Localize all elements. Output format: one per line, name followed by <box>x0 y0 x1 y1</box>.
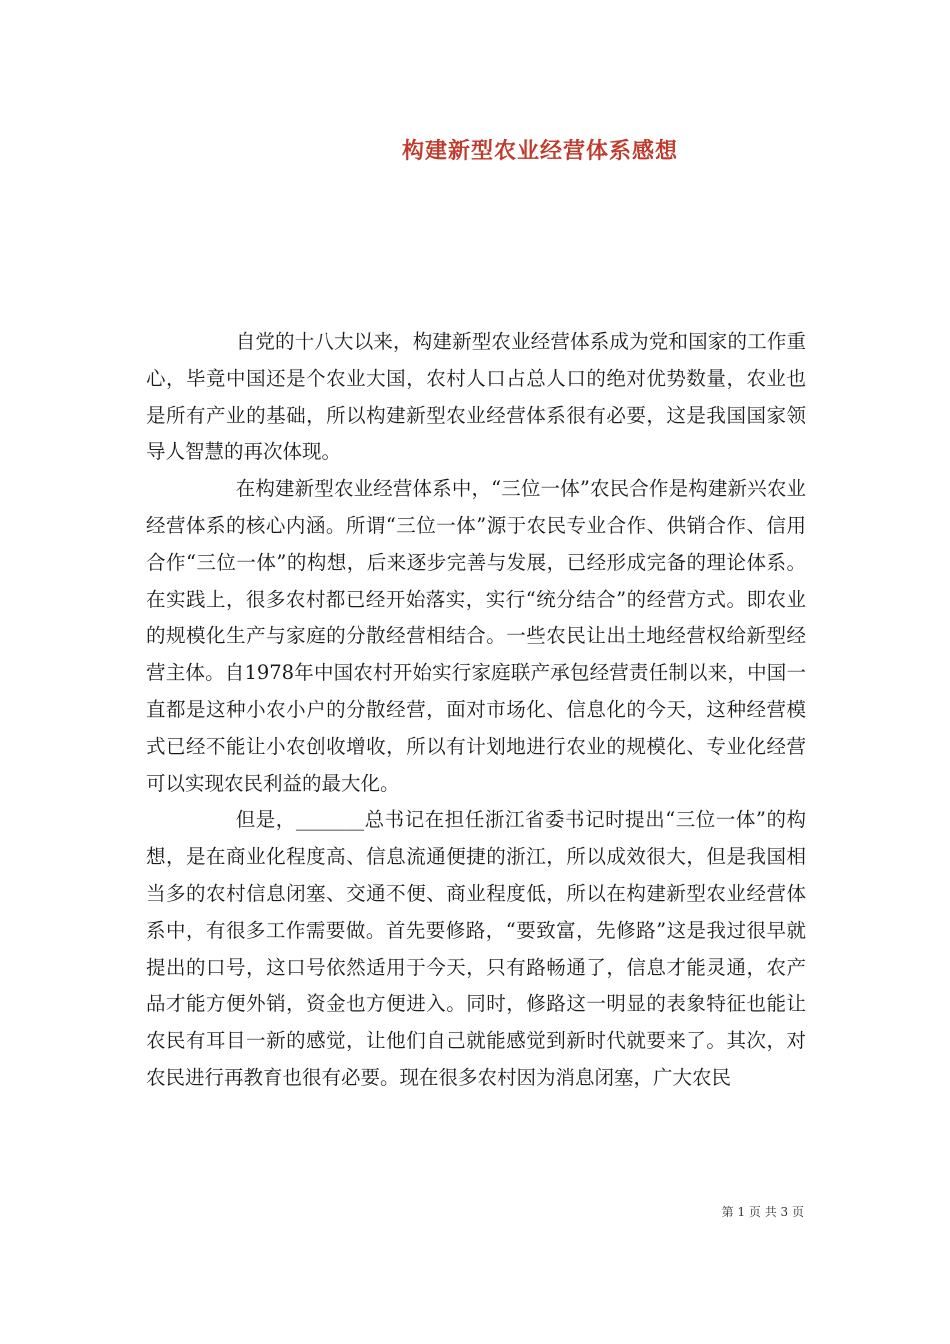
paragraph-2: 在构建新型农业经营体系中，“三位一体”农民合作是构建新兴农业经营体系的核心内涵。所谓“三位一体”源于农民专业合作、供销合作、信用合作“三位一体”的构想，后来逐步完善与发展，已经形成完备的理论体系。在实践上，很多农村都已经开始落实，实行“统分结合”的经营方式。即农业的规模化生产与家庭的分散经营相结合。一些农民让出土地经营权给新型经营主体。自1978年中国农村开始实行家庭联产承包经营责任制以来，中国一直都是这种小农小户的分散经营，面对市场化、信息化的今天，这种经营模式已经不能让小农创收增收，所以有计划地进行农业的规模化、专业化经营可以实现农民利益的最大化。 <box>146 477 806 795</box>
document-body <box>146 324 806 1097</box>
document-title: 构建新型农业经营体系感想 <box>401 138 678 164</box>
paragraph-1: 自党的十八大以来，构建新型农业经营体系成为党和国家的工作重心，毕竟中国还是个农业大国，农村人口占总人口的绝对优势数量，农业也是所有产业的基础，所以构建新型农业经营体系很有必要，这是我国国家领导人智慧的再次体现。 <box>146 330 806 464</box>
page-number-footer: 第 1 页 共 3 页 <box>721 1205 804 1219</box>
paragraph-3: 但是，_______总书记在担任浙江省委书记时提出“三位一体”的构想，是在商业化程度高、信息流通便捷的浙江，所以成效很大，但是我国相当多的农村信息闭塞、交通不便、商业程度低，所以在构建新型农业经营体系中，有很多工作需要做。首先要修路，“要致富，先修路”这是我过很早就提出的口号，这口号依然适用于今天，只有路畅通了，信息才能灵通，农产品才能方便外销，资金也方便进入。同时，修路这一明显的表象特征也能让农民有耳目一新的感觉，让他们自己就能感觉到新时代就要来了。其次，对农民进行再教育也很有必要。现在很多农村因为消息闭塞，广大农民 <box>146 808 806 1089</box>
